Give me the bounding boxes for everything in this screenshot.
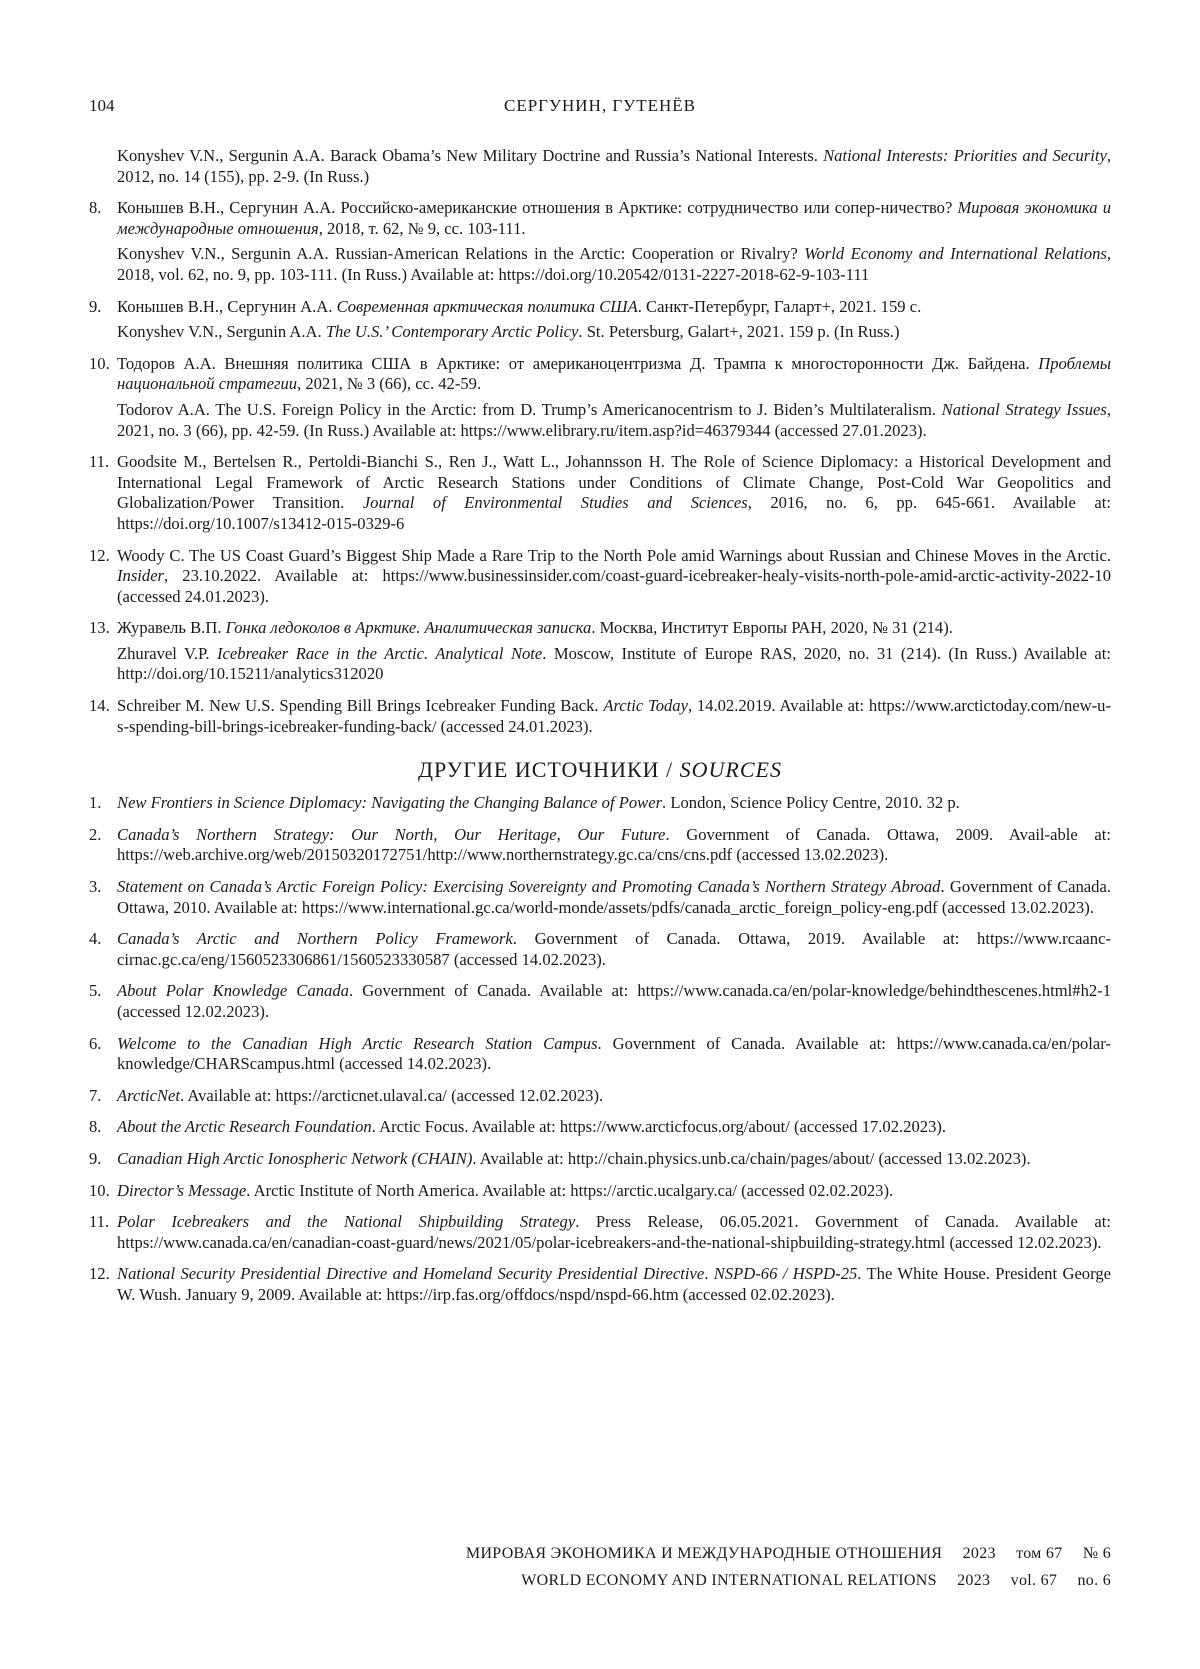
text-segment: Goodsite M., Bertelsen R., Pertoldi-Bianchi S., Ren J., Watt L., Johannsson H. The Role of Science Diplomacy: a Historical Development and International Legal Framework of Arctic Research Stations under Conditions of Climate Change, Post-Cold War Geopolitics and Globalization/Power Transition.	[117, 452, 1111, 513]
reference-item-text	[117, 146, 1111, 187]
text-segment: . Moscow, Institute of Europe RAS, 2020, no. 31 (214). (In Russ.) Available at: http://doi.org/10.15211/analytics312020	[117, 643, 1111, 684]
text-segment: . Available at: http://chain.physics.unb.ca/chain/pages/about/ (accessed 13.02.2023).	[472, 1148, 1031, 1168]
source-item-number: 9.	[89, 1148, 102, 1168]
title-segment: Statement on Canada’s Arctic Foreign Policy: Exercising Sovereignty and Promoting Canada’s Northern Strategy Abroad	[117, 877, 941, 897]
reference-item-number: 9.	[89, 296, 102, 316]
reference-item	[89, 696, 1111, 737]
title-segment: Проблемы национальной стратегии	[117, 353, 1111, 394]
sources-section-title	[89, 755, 1111, 785]
reference-item-text	[117, 198, 1111, 239]
source-item-number: 4.	[89, 929, 102, 949]
text-segment: . Arctic Focus. Available at: https://www.arcticfocus.org/about/ (accessed 17.02.2023).	[371, 1117, 947, 1137]
reference-item-text	[117, 618, 1111, 639]
reference-item	[89, 198, 1111, 285]
reference-item-number: 12.	[89, 545, 110, 565]
text-segment: Журавель В.П.	[117, 618, 226, 638]
source-item-text	[117, 929, 1111, 970]
text-segment: . Москва, Институт Европы РАН, 2020, № 31 (214).	[591, 618, 953, 638]
source-item	[89, 1149, 1111, 1170]
source-item-text	[117, 1149, 1111, 1170]
title-segment: New Frontiers in Science Diplomacy: Navigating the Changing Balance of Power	[117, 793, 663, 813]
text-segment: Schreiber M. New U.S. Spending Bill Brings Icebreaker Funding Back.	[117, 696, 604, 716]
footer-journal-en: WORLD ECONOMY AND INTERNATIONAL RELATIONS	[521, 1572, 937, 1589]
title-segment: The U.S.’ Contemporary Arctic Policy	[325, 322, 579, 342]
text-segment: Konyshev V.N., Sergunin A.A. Russian-American Relations in the Arctic: Cooperation or Rivalry?	[117, 244, 805, 264]
source-item	[89, 793, 1111, 814]
text-segment: Konyshev V.N., Sergunin A.A.	[117, 322, 326, 342]
source-item-text	[117, 1181, 1111, 1202]
text-segment: . Government of Canada. Ottawa, 2010. Available at: https://www.international.gc.ca/world-monde/assets/pdfs/canada_arctic_foreign_policy-eng.pdf (accessed 13.02.2023).	[117, 877, 1111, 917]
text-segment: . Arctic Institute of North America. Available at: https://arctic.ucalgary.ca/ (accessed 02.02.2023).	[246, 1180, 894, 1200]
source-item	[89, 1034, 1111, 1075]
title-segment: National Interests: Priorities and Security	[823, 146, 1107, 165]
source-item-number: 7.	[89, 1085, 102, 1105]
reference-item-text	[117, 452, 1111, 534]
title-segment: National Strategy Issues	[941, 399, 1107, 419]
reference-item-text	[117, 644, 1111, 685]
footer-issue-ru: № 6	[1082, 1545, 1111, 1562]
source-item-text	[117, 1034, 1111, 1075]
text-segment: . Government of Canada. Ottawa, 2019. Available at: https://www.rcaanc-cirnac.gc.ca/eng/1560523306861/1560523330587 (accessed 14.02.2023).	[117, 929, 1111, 969]
sources-title-ru: ДРУГИЕ ИСТОЧНИКИ /	[418, 757, 680, 783]
text-segment: . Government of Canada. Ottawa, 2009. Avail-able at: https://web.archive.org/web/20150320172751/http://www.northernstrategy.gc.ca/cns/cns.pdf (accessed 13.02.2023).	[117, 824, 1111, 865]
reference-item-text	[117, 244, 1111, 285]
source-item-number: 1.	[89, 793, 102, 813]
source-item-number: 3.	[89, 877, 102, 897]
running-header	[89, 96, 1111, 120]
title-segment: Journal of Environmental Studies and Sciences	[362, 493, 748, 513]
source-item-text	[117, 877, 1111, 918]
reference-item-number: 11.	[89, 452, 110, 472]
source-item	[89, 929, 1111, 970]
text-segment: Zhuravel V.P.	[117, 643, 218, 663]
text-segment: , 2021, no. 3 (66), pp. 42-59. (In Russ.) Available at: https://www.elibrary.ru/item.asp?id=46379344 (accessed 27.01.2023).	[117, 399, 1112, 440]
source-item-text	[117, 1212, 1111, 1253]
source-item-text	[117, 825, 1111, 866]
title-segment: National Security Presidential Directive and Homeland Security Presidential Directive	[117, 1264, 705, 1284]
footer-issue-en: no. 6	[1077, 1572, 1111, 1589]
footer-ru	[466, 1540, 1111, 1567]
source-item	[89, 1086, 1111, 1107]
text-segment: . Government of Canada. Available at: https://www.canada.ca/en/polar-knowledge/behindthescenes.html#h2-1 (accessed 12.02.2023).	[117, 981, 1111, 1021]
text-segment: Тодоров А.А. Внешняя политика США в Арктике: от американоцентризма Д. Трампа к многосторонности Дж. Байдена.	[117, 353, 1039, 373]
title-segment: Director’s Message	[117, 1180, 247, 1200]
text-segment: Konyshev V.N., Sergunin A.A. Barack Obama’s New Military Doctrine and Russia’s National Interests.	[117, 146, 824, 165]
text-segment: , 23.10.2022. Available at: https://www.businessinsider.com/coast-guard-icebreaker-healy-visits-north-pole-amid-arctic-activity-2022-10 (accessed 24.01.2023).	[117, 566, 1111, 606]
reference-item	[89, 297, 1111, 343]
page-number: 104	[89, 96, 115, 115]
source-item-number: 6.	[89, 1033, 102, 1053]
title-segment: Arctic Today	[603, 696, 688, 716]
text-segment: . Санкт-Петербург, Галарт+, 2021. 159 с.	[637, 296, 922, 316]
reference-item-text	[117, 354, 1111, 395]
title-segment: Welcome to the Canadian High Arctic Research Station Campus	[117, 1033, 598, 1053]
title-segment: Insider	[117, 566, 165, 586]
source-item-text	[117, 1264, 1111, 1305]
source-item-text	[117, 793, 1111, 814]
text-segment: , 2012, no. 14 (155), pp. 2-9. (In Russ.)	[117, 146, 1112, 186]
reference-item-text	[117, 297, 1111, 318]
source-item	[89, 1264, 1111, 1305]
reference-item-number: 10.	[89, 353, 110, 373]
title-segment: Canada’s Northern Strategy: Our North, Our Heritage, Our Future	[117, 824, 666, 844]
reference-item	[89, 618, 1111, 685]
source-item-number: 8.	[89, 1117, 102, 1137]
source-item-number: 11.	[89, 1212, 110, 1232]
reference-item-text	[117, 546, 1111, 608]
source-item	[89, 1181, 1111, 1202]
footer-year-en: 2023	[957, 1572, 991, 1589]
source-item	[89, 825, 1111, 866]
references-list	[89, 146, 1111, 737]
text-segment: . Press Release, 06.05.2021. Government of Canada. Available at: https://www.canada.ca/en/canadian-coast-guard/news/2021/05/polar-icebreakers-and-the-national-shipbuilding-strategy.html (accessed 12.02.2023).	[117, 1212, 1111, 1252]
text-segment: . St. Petersburg, Galart+, 2021. 159 p. (In Russ.)	[578, 322, 900, 342]
title-segment: Canadian High Arctic Ionospheric Network (CHAIN)	[117, 1148, 473, 1168]
reference-item-text	[117, 322, 1111, 343]
source-item	[89, 1212, 1111, 1253]
source-item	[89, 877, 1111, 918]
text-segment: Конышев В.Н., Сергунин А.А. Российско-американские отношения в Арктике: сотрудничество или сопер-ничество?	[117, 198, 958, 218]
text-segment: , 2018, vol. 62, no. 9, pp. 103-111. (In Russ.) Available at: https://doi.org/10.20542/0131-2227-2018-62-9-103-111	[117, 244, 1112, 284]
text-segment: , 2016, no. 6, pp. 645-661. Available at: https://doi.org/10.1007/s13412-015-0329-6	[117, 493, 1111, 533]
sources-list	[89, 793, 1111, 1305]
references-body	[89, 146, 1111, 1317]
text-segment: .	[704, 1264, 714, 1284]
source-item-number: 12.	[89, 1264, 110, 1284]
source-item-text	[117, 1117, 1111, 1138]
text-segment: Конышев В.Н., Сергунин А.А.	[117, 296, 337, 316]
title-segment: Polar Icebreakers and the National Shipbuilding Strategy	[117, 1212, 576, 1232]
source-item-number: 5.	[89, 981, 102, 1001]
text-segment: , 14.02.2019. Available at: https://www.arctictoday.com/new-u-s-spending-bill-brings-icebreaker-funding-back/ (accessed 24.01.2023).	[117, 696, 1111, 736]
reference-item	[89, 452, 1111, 534]
footer-year-ru: 2023	[962, 1545, 996, 1562]
text-segment: , 2021, № 3 (66), сс. 42-59.	[297, 374, 482, 394]
text-segment: . London, Science Policy Centre, 2010. 32 p.	[662, 793, 960, 813]
title-segment: ArcticNet	[117, 1085, 180, 1105]
reference-item-number: 8.	[89, 198, 102, 218]
title-segment: Гонка ледоколов в Арктике. Аналитическая записка	[225, 618, 592, 638]
reference-item-text	[117, 696, 1111, 737]
text-segment: Todorov A.A. The U.S. Foreign Policy in the Arctic: from D. Trump’s Americanocentrism to J. Biden’s Multilateralism.	[117, 399, 942, 419]
reference-item	[89, 546, 1111, 608]
journal-footer	[466, 1540, 1111, 1594]
footer-volume-en: vol. 67	[1010, 1572, 1058, 1589]
reference-item-text	[117, 400, 1111, 441]
text-segment: , 2018, т. 62, № 9, сс. 103-111.	[318, 218, 526, 238]
title-segment: Canada’s Arctic and Northern Policy Framework	[117, 929, 513, 949]
title-segment: About the Arctic Research Foundation	[117, 1117, 372, 1137]
source-item	[89, 981, 1111, 1022]
text-segment: . The White House. President George W. Wush. January 9, 2009. Available at: https://irp.fas.org/offdocs/nspd/nspd-66.htm (accessed 02.02.2023).	[117, 1264, 1111, 1304]
footer-volume-ru: том 67	[1016, 1545, 1063, 1562]
source-item-text	[117, 1086, 1111, 1107]
reference-item	[89, 354, 1111, 441]
source-item-number: 10.	[89, 1180, 110, 1200]
footer-journal-ru: МИРОВАЯ ЭКОНОМИКА И МЕЖДУНАРОДНЫЕ ОТНОШЕНИЯ	[465, 1545, 943, 1562]
running-header-authors: СЕРГУНИН, ГУТЕНЁВ	[503, 96, 696, 115]
title-segment: Мировая экономика и международные отношения	[117, 198, 1111, 238]
reference-item	[89, 146, 1111, 187]
text-segment: Woody C. The US Coast Guard’s Biggest Ship Made a Rare Trip to the North Pole amid Warnings about Russian and Chinese Moves in the Arctic.	[117, 545, 1111, 565]
sources-title-en: SOURCES	[679, 757, 782, 783]
source-item-number: 2.	[89, 824, 102, 844]
title-segment: Современная арктическая политика США	[336, 296, 638, 316]
title-segment: NSPD-66 / HSPD-25	[713, 1264, 858, 1284]
source-item	[89, 1117, 1111, 1138]
text-segment: . Government of Canada. Available at: https://www.canada.ca/en/polar-knowledge/CHARScampus.html (accessed 14.02.2023).	[117, 1033, 1111, 1074]
footer-en	[466, 1567, 1111, 1594]
reference-item-number: 14.	[89, 696, 110, 716]
source-item-text	[117, 981, 1111, 1022]
title-segment: About Polar Knowledge Canada	[117, 981, 349, 1001]
title-segment: Icebreaker Race in the Arctic. Analytical Note	[217, 643, 543, 663]
text-segment: . Available at: https://arcticnet.ulaval.ca/ (accessed 12.02.2023).	[179, 1085, 604, 1105]
reference-item-number: 13.	[89, 618, 110, 638]
title-segment: World Economy and International Relations	[804, 244, 1107, 264]
